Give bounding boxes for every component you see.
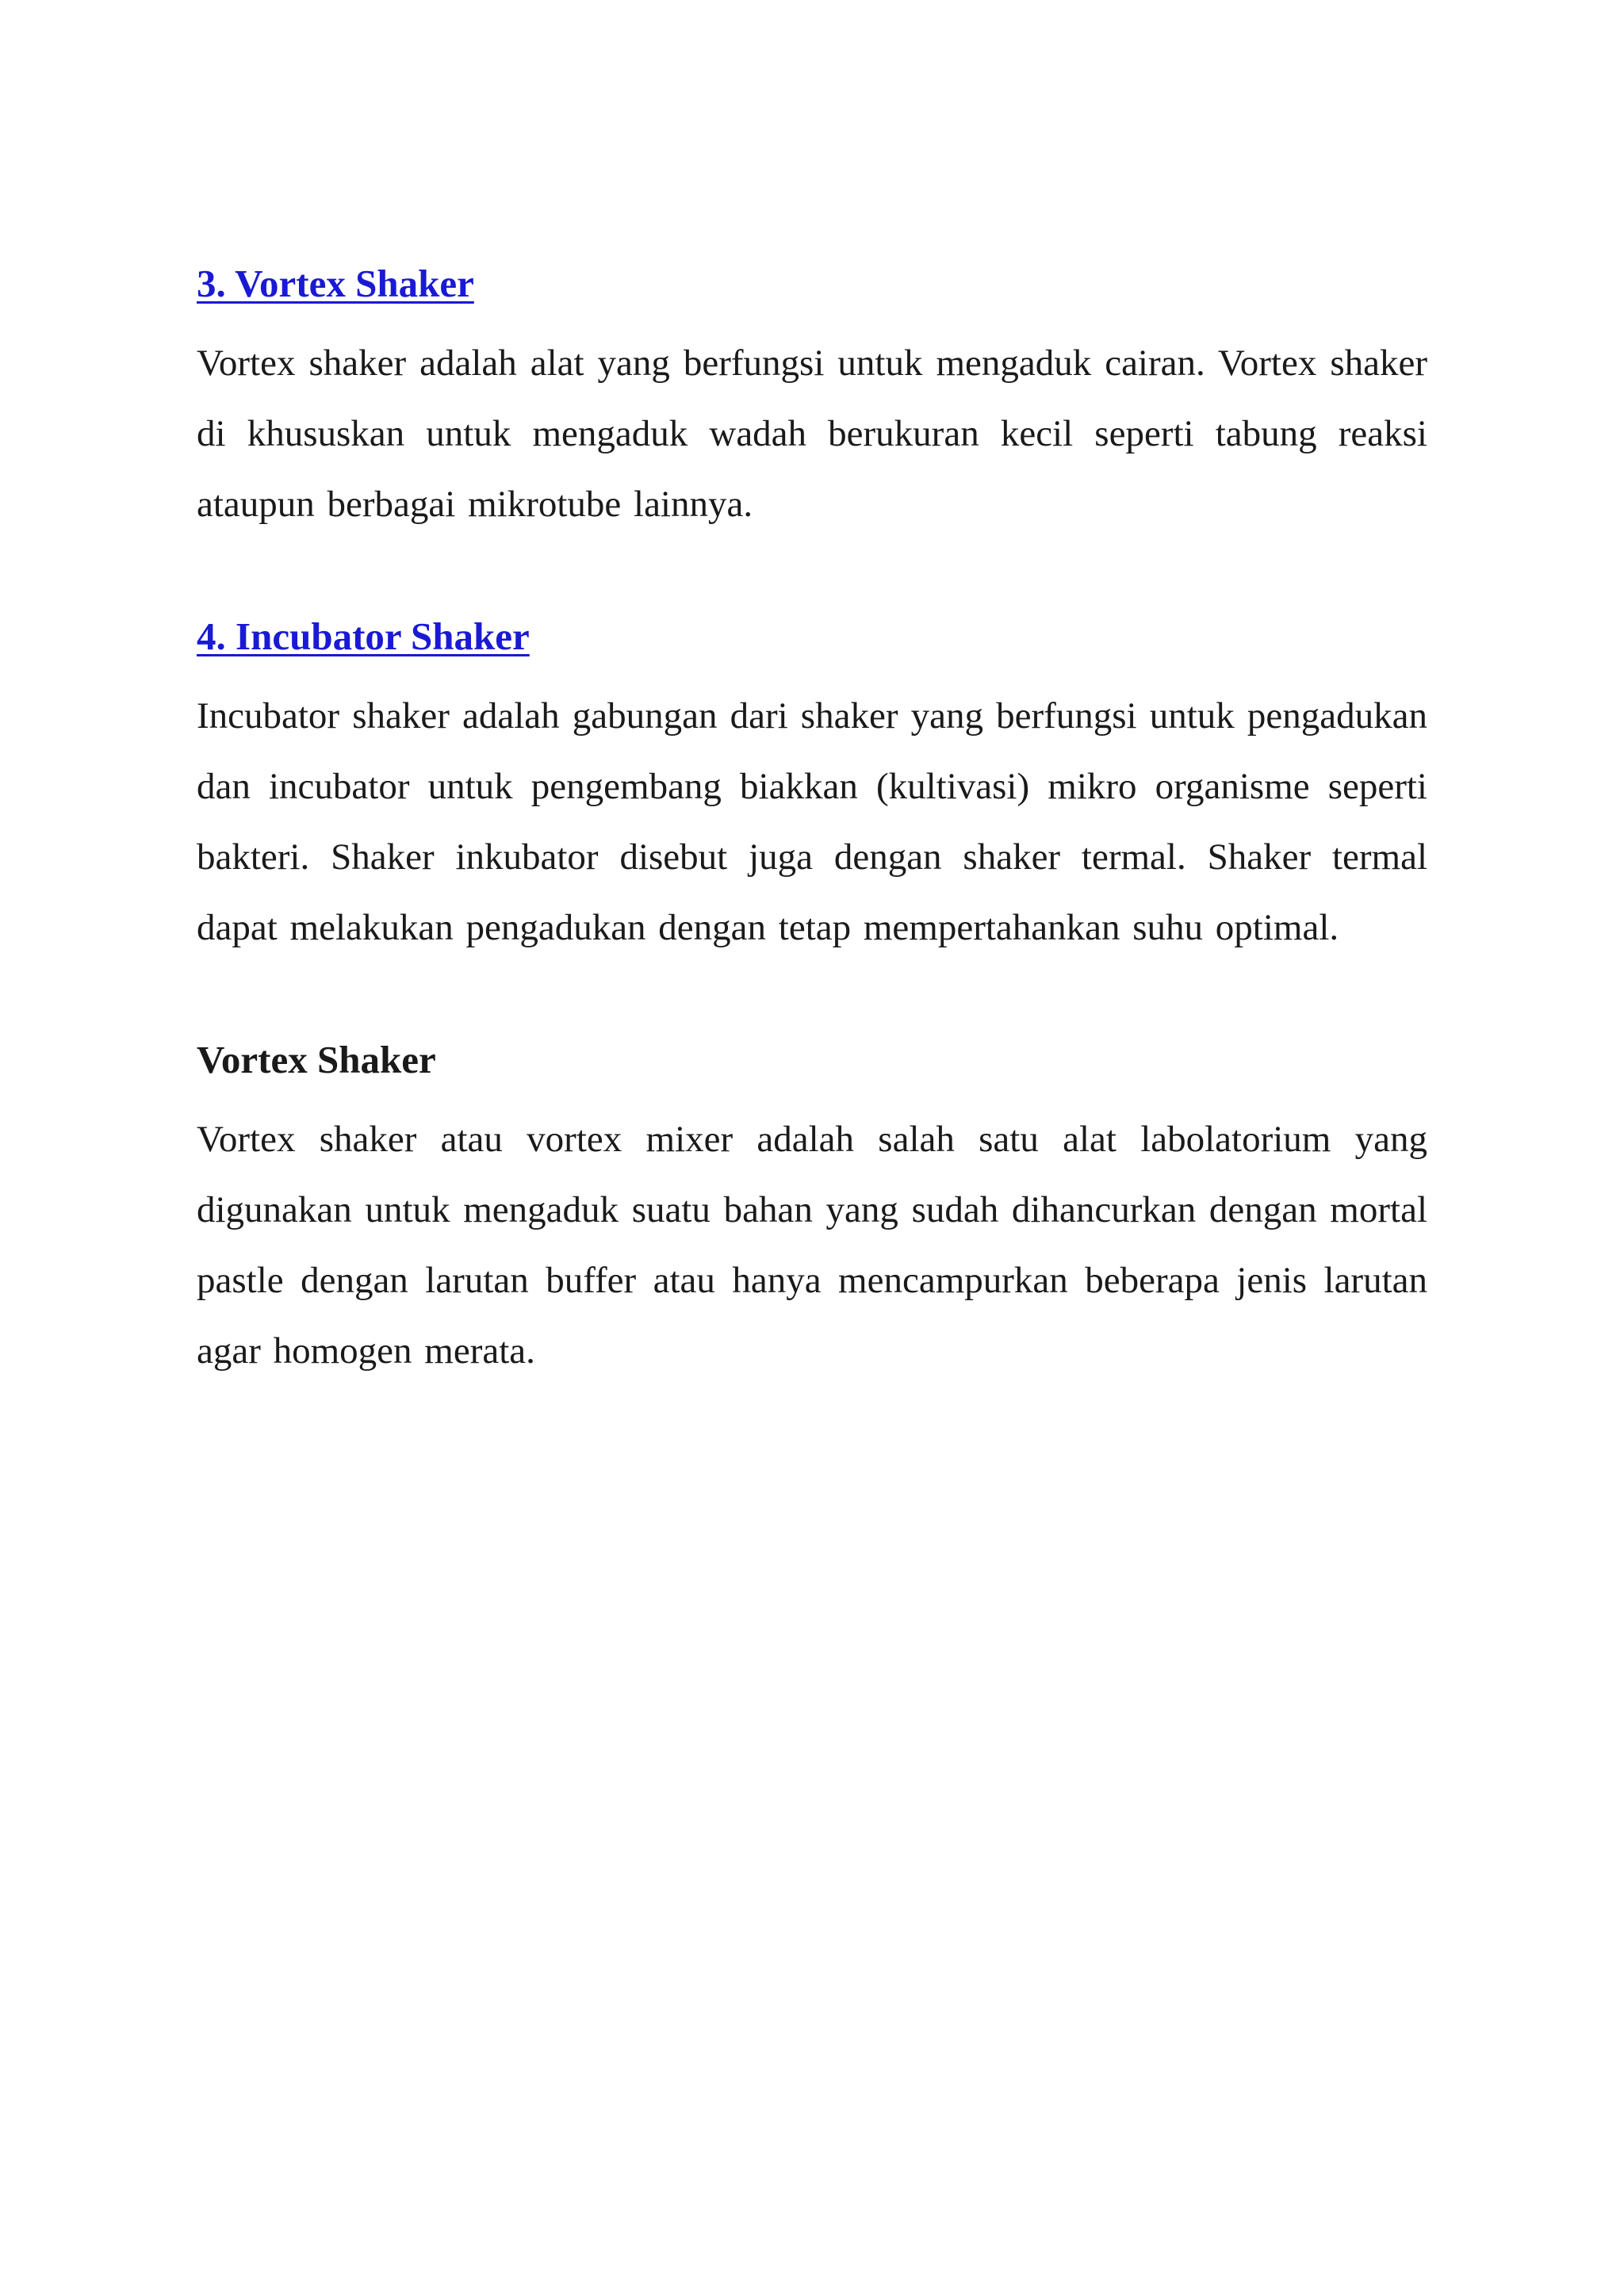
section-spacer: [197, 540, 1427, 611]
section-paragraph: Vortex shaker atau vortex mixer adalah salah satu alat labolatorium yang digunakan untuk mengaduk suatu bahan yang sudah dihancurkan dengan mortal pastle dengan larutan buffer atau hanya mencampurkan beberapa jenis larutan agar homogen merata.: [197, 1119, 1427, 1372]
section-heading-link[interactable]: 3. Vortex Shaker: [197, 262, 474, 305]
section-heading: Vortex Shaker: [197, 1038, 436, 1081]
document-body: [197, 258, 1427, 1387]
section-paragraph: Incubator shaker adalah gabungan dari shaker yang berfungsi untuk pengadukan dan incubator untuk pengembang biakkan (kultivasi) mikro organisme seperti bakteri. Shaker inkubator disebut juga dengan shaker termal. Shaker termal dapat melakukan pengadukan dengan tetap mempertahankan suhu optimal.: [197, 695, 1427, 948]
section-paragraph: Vortex shaker adalah alat yang berfungsi untuk mengaduk cairan. Vortex shaker di khususkan untuk mengaduk wadah berukuran kecil seperti tabung reaksi ataupun berbagai mikrotube lainnya.: [197, 342, 1427, 525]
section-heading-link[interactable]: 4. Incubator Shaker: [197, 614, 530, 658]
section-vortex-shaker: [197, 1035, 1427, 1387]
section-incubator-shaker-link: [197, 611, 1427, 963]
section-spacer: [197, 963, 1427, 1035]
section-vortex-shaker-link: [197, 258, 1427, 540]
